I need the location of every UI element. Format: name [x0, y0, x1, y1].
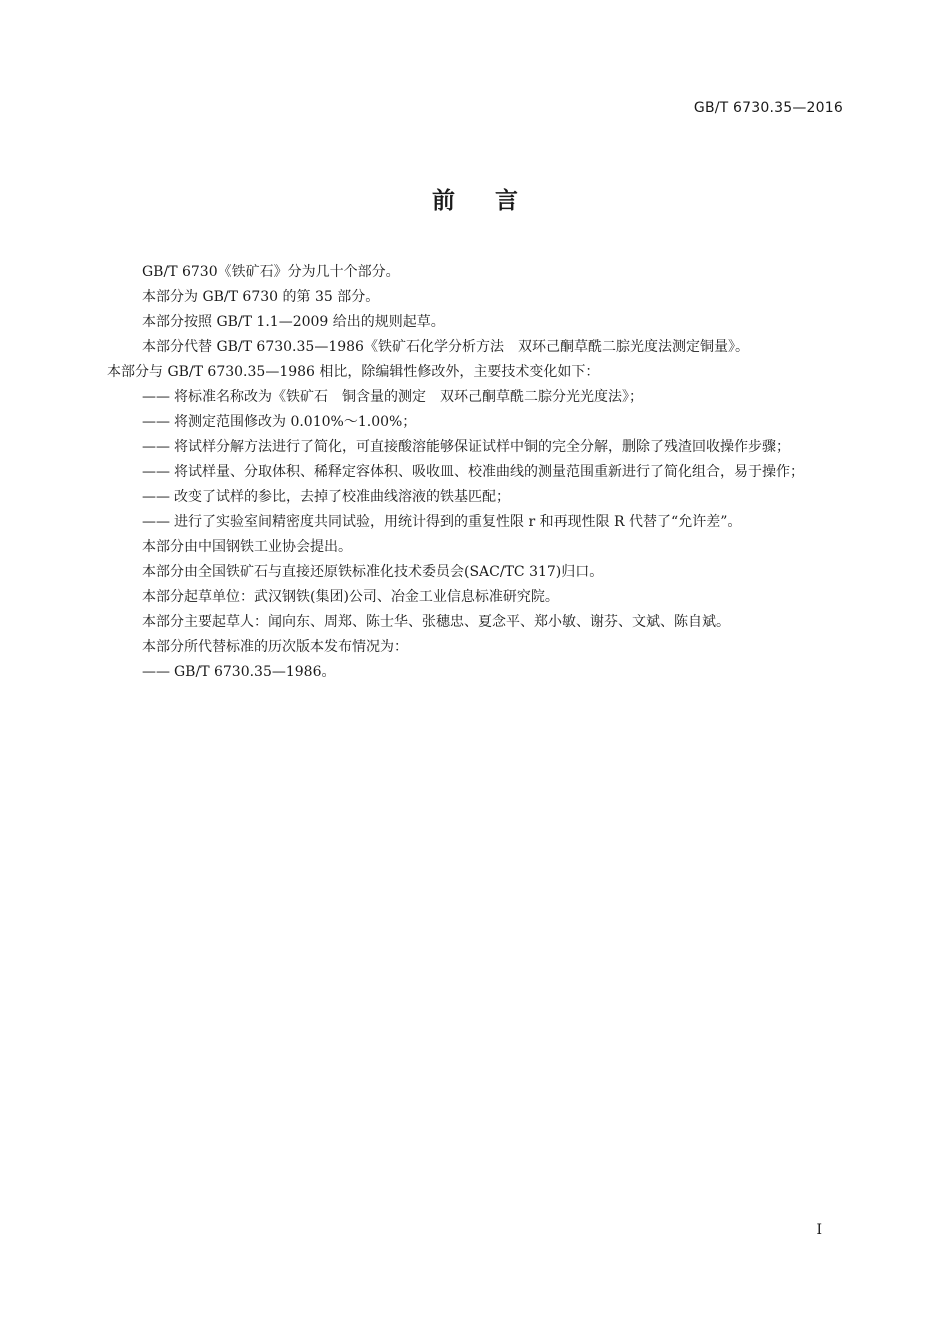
paragraph-drafters: 本部分主要起草人：闻向东、周郑、陈士华、张穗忠、夏念平、郑小敏、谢芬、文斌、陈自斌。 [142, 614, 730, 630]
change-text: 进行了实验室间精密度共同试验，用统计得到的重复性限 r 和再现性限 R 代替了“允许差”。 [174, 514, 742, 530]
history-text: GB/T 6730.35—1986。 [174, 664, 336, 680]
history-item [107, 660, 843, 685]
dash-marker: —— [142, 489, 170, 505]
dash-marker: —— [142, 514, 170, 530]
change-text: 将试样分解方法进行了简化，可直接酸溶能够保证试样中铜的完全分解，删除了残渣回收操作步骤； [174, 439, 790, 455]
page-title: 前言 [432, 188, 558, 214]
paragraph-proposed-by: 本部分由中国钢铁工业协会提出。 [142, 539, 352, 555]
standard-number: GB/T 6730.35—2016 [693, 100, 843, 116]
paragraph-history-intro: 本部分所代替标准的历次版本发布情况为： [142, 639, 408, 655]
dash-marker: —— [142, 464, 170, 480]
paragraph-centralized-by: 本部分由全国铁矿石与直接还原铁标准化技术委员会(SAC/TC 317)归口。 [142, 564, 604, 580]
change-text: 将标准名称改为《铁矿石 铜含量的测定 双环己酮草酰二腙分光光度法》； [174, 389, 643, 405]
change-item [107, 485, 843, 510]
dash-marker: —— [142, 664, 170, 680]
change-item [107, 460, 843, 485]
paragraph-parts: GB/T 6730《铁矿石》分为几十个部分。 [142, 264, 400, 280]
change-text: 将试样量、分取体积、稀释定容体积、吸收皿、校准曲线的测量范围重新进行了简化组合，易于操作； [174, 464, 804, 480]
change-item [107, 510, 843, 535]
dash-marker: —— [142, 389, 170, 405]
paragraph-drafting-rules: 本部分按照 GB/T 1.1—2009 给出的规则起草。 [142, 314, 445, 330]
change-item [107, 435, 843, 460]
foreword-body [107, 260, 843, 685]
page-number: Ⅰ [816, 1222, 822, 1238]
change-item [107, 410, 843, 435]
change-text: 将测定范围修改为 0.010%～1.00%； [174, 414, 417, 430]
paragraph-replaces: 本部分代替 GB/T 6730.35—1986《铁矿石化学分析方法 双环己酮草酰二腙光度法测定铜量》。 [142, 339, 749, 355]
dash-marker: —— [142, 414, 170, 430]
change-text: 改变了试样的参比，去掉了校准曲线溶液的铁基匹配； [174, 489, 510, 505]
change-item [107, 385, 843, 410]
paragraph-changes-intro: 本部分与 GB/T 6730.35—1986 相比，除编辑性修改外，主要技术变化如下： [107, 364, 600, 380]
paragraph-part-number: 本部分为 GB/T 6730 的第 35 部分。 [142, 289, 380, 305]
paragraph-drafting-units: 本部分起草单位：武汉钢铁(集团)公司、冶金工业信息标准研究院。 [142, 589, 559, 605]
dash-marker: —— [142, 439, 170, 455]
